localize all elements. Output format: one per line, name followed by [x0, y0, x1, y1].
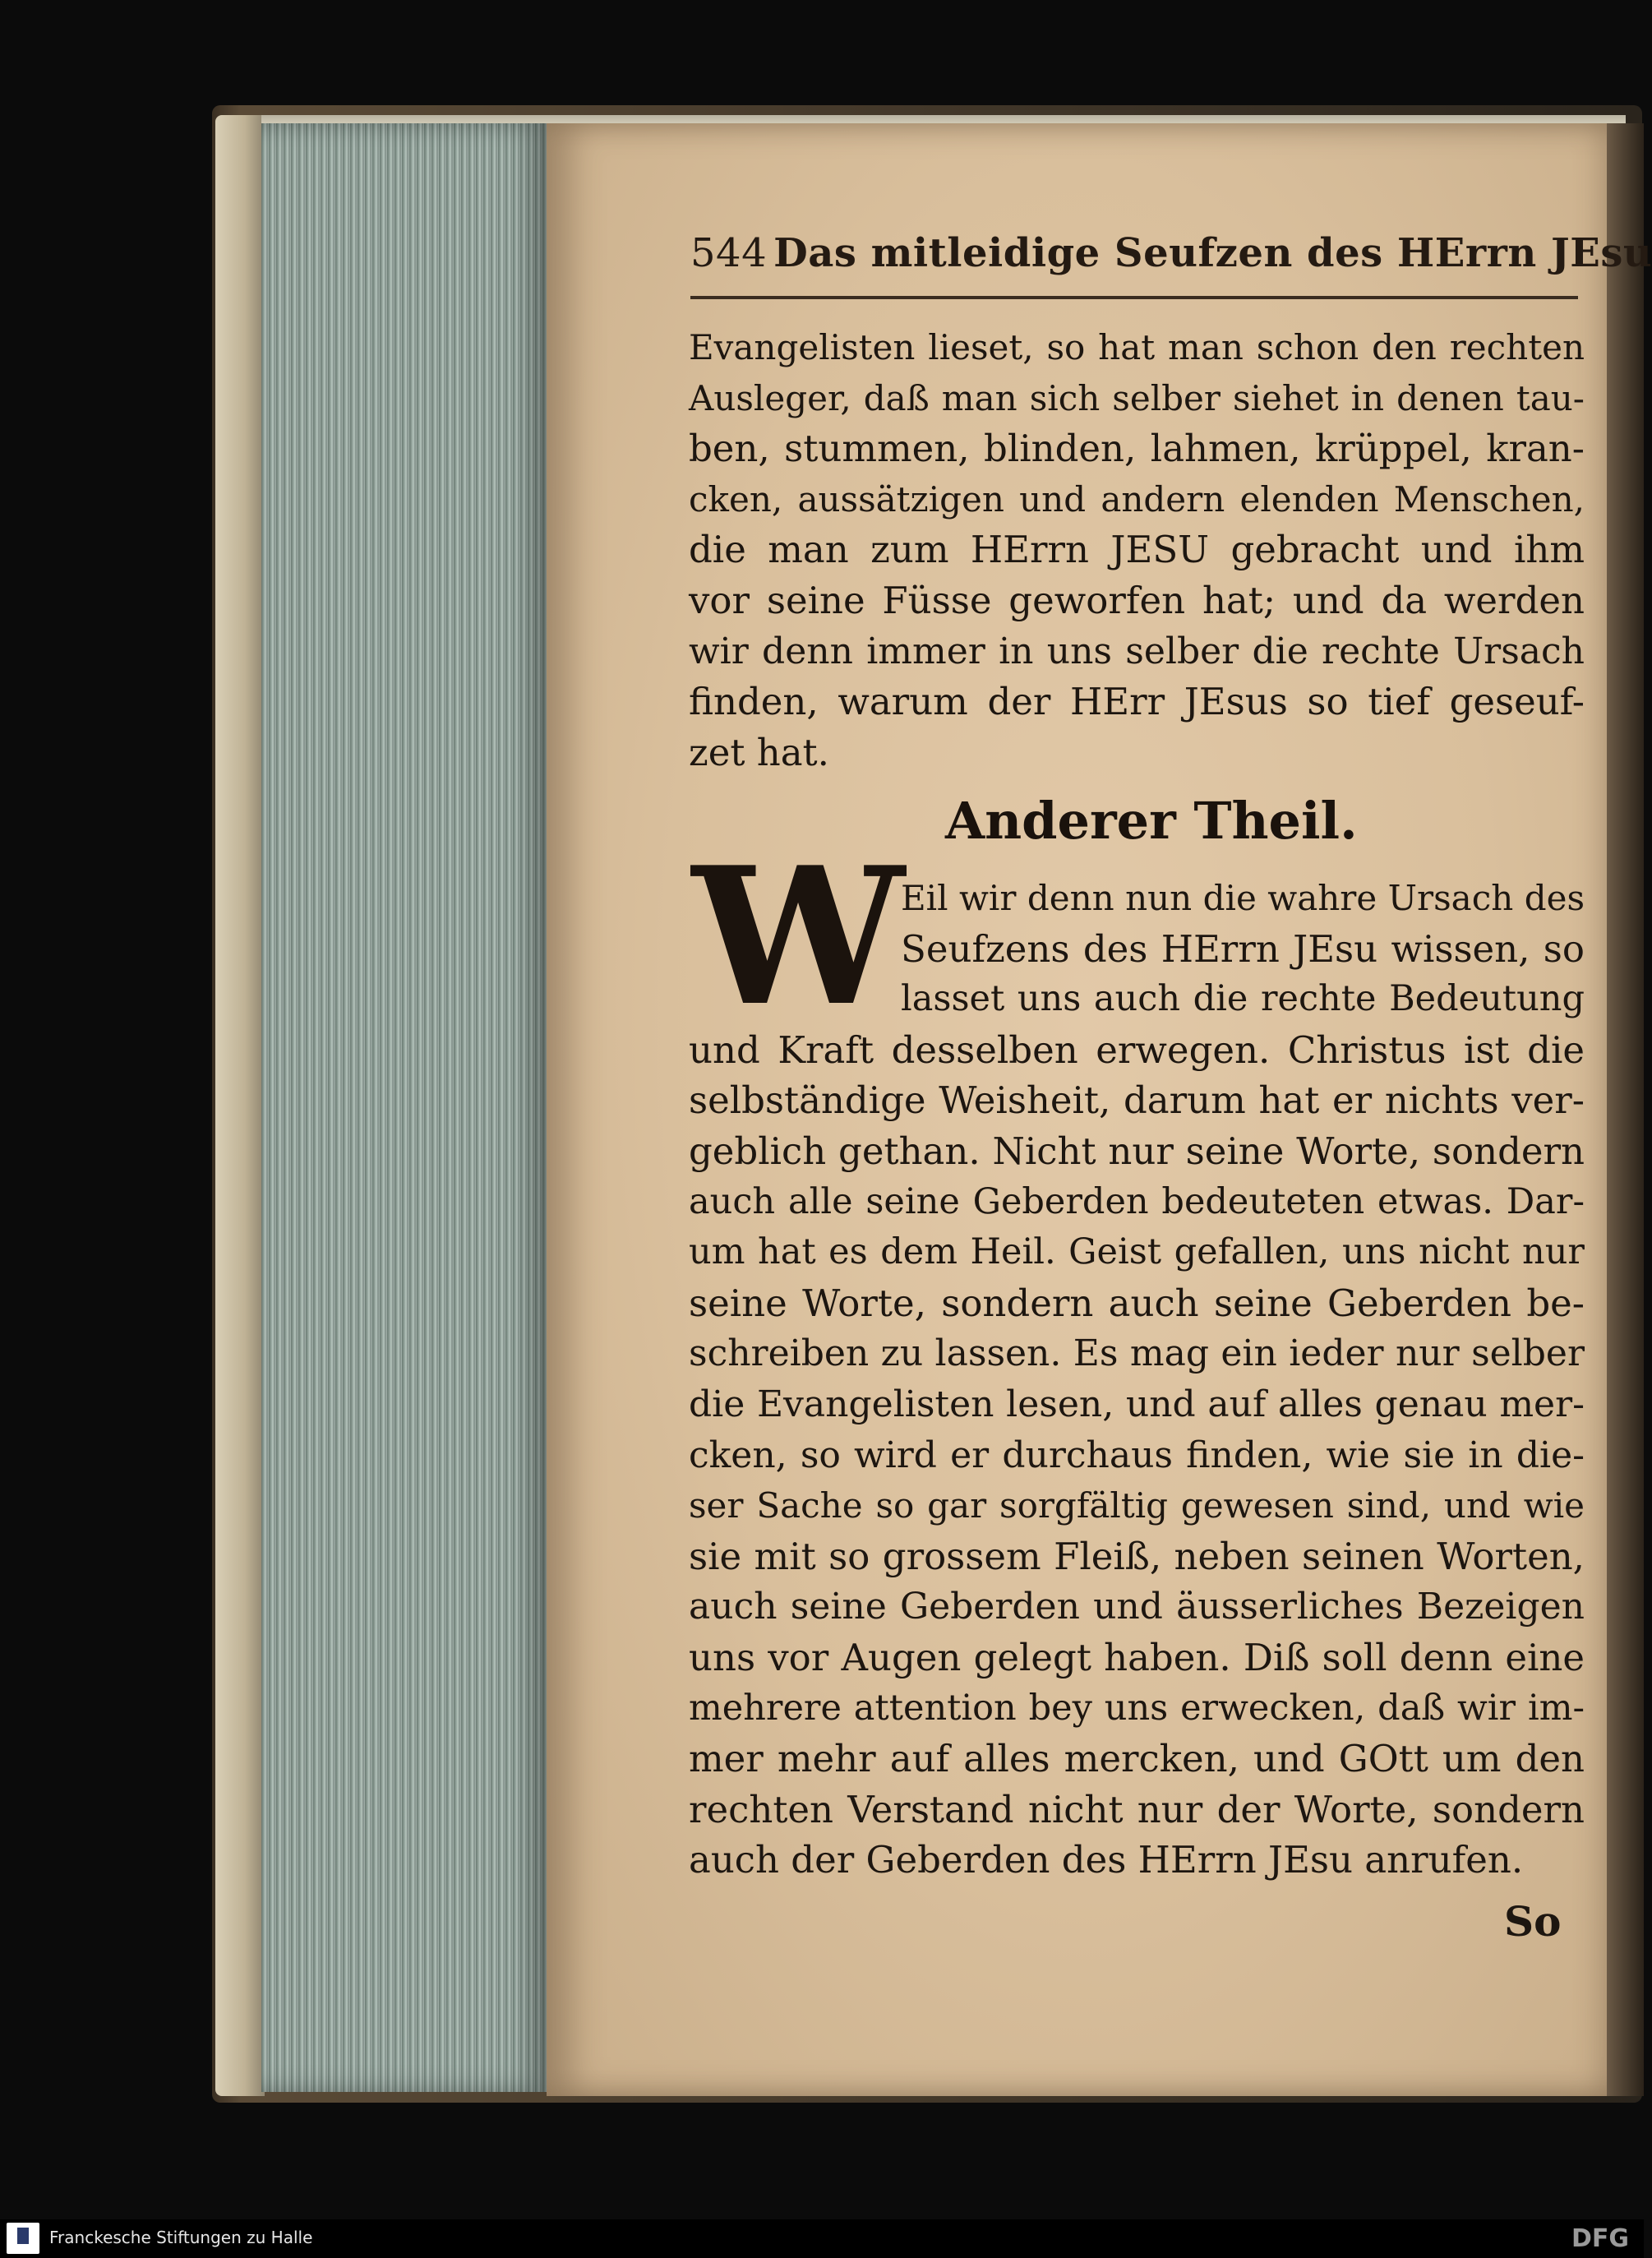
running-head	[690, 230, 1652, 276]
header-rule	[690, 296, 1578, 299]
text-line: uns vor Augen gelegt haben. Diß soll denn eine	[689, 1635, 1585, 1679]
running-head-title: Das mitleidige Seufzen des HErrn JEsu	[773, 230, 1652, 276]
catchword: So	[1504, 1897, 1562, 1946]
section-title: Anderer Theil.	[945, 791, 1358, 851]
text-line: und Kraft desselben erwegen. Christus ist die	[689, 1027, 1585, 1072]
text-line: ben, stummen, blinden, lahmen, krüppel, kran-	[689, 427, 1585, 471]
text-line: ser Sache so gar sorgfältig gewesen sind, und wie	[689, 1485, 1585, 1526]
text-line: zet hat.	[689, 730, 829, 774]
text-line: die Evangelisten lesen, und auf alles genau mer-	[689, 1383, 1585, 1425]
text-line: Evangelisten lieset, so hat man schon den rechten	[689, 327, 1585, 367]
text-line: selbständige Weisheit, darum hat er nichts ver-	[689, 1078, 1585, 1123]
institution-name: Franckesche Stiftungen zu Halle	[49, 2228, 313, 2247]
text-line: cken, aussätzigen und andern elenden Menschen,	[689, 478, 1585, 519]
text-line: rechten Verstand nicht nur der Worte, sondern	[689, 1787, 1585, 1831]
text-line: cken, so wird er durchaus finden, wie sie in die-	[689, 1434, 1585, 1476]
text-line: seine Worte, sondern auch seine Geberden be-	[689, 1281, 1585, 1325]
text-line: mehrere attention bey uns erwecken, daß wir im-	[689, 1687, 1585, 1729]
text-line: lasset uns auch die rechte Bedeutung	[901, 978, 1585, 1020]
text-line: auch seine Geberden und äusserliches Bezeigen	[689, 1586, 1585, 1628]
paragraph-1	[689, 322, 1585, 778]
text-line: Eil wir denn nun die wahre Ursach des	[901, 878, 1585, 918]
text-line: schreiben zu lassen. Es mag ein ieder nur selber	[689, 1332, 1585, 1375]
text-line: geblich gethan. Nicht nur seine Worte, sondern	[689, 1129, 1585, 1173]
cover-edge	[215, 115, 265, 2096]
viewer-footer	[0, 2219, 1644, 2258]
text-line: auch alle seine Geberden bedeuteten etwas. Dar-	[689, 1180, 1585, 1222]
paragraph-2	[689, 873, 1585, 1886]
text-line: sie mit so grossem Fleiß, neben seinen Worten,	[689, 1534, 1585, 1578]
text-line: um hat es dem Heil. Geist gefallen, uns nicht nur	[689, 1231, 1585, 1273]
text-line: die man zum HErrn JESU gebracht und ihm	[689, 528, 1585, 572]
gutter-shadow	[1607, 123, 1644, 2096]
page-stack	[261, 123, 549, 2092]
text-line: vor seine Füsse geworfen hat; und da werden	[689, 578, 1585, 622]
institution-logo	[7, 2223, 39, 2254]
text-line: wir denn immer in uns selber die rechte Ursach	[689, 630, 1585, 672]
text-line: mer mehr auf alles mercken, und GOtt um den	[689, 1737, 1585, 1781]
text-line: Ausleger, daß man sich selber siehet in denen tau-	[689, 377, 1585, 418]
drop-cap: W	[692, 826, 905, 1048]
text-line: finden, warum der HErr JEsus so tief geseuf-	[689, 680, 1585, 724]
page-number: 544	[690, 230, 768, 276]
text-line: Seufzens des HErrn JEsu wissen, so	[901, 926, 1585, 971]
text-line: auch der Geberden des HErrn JEsu anrufen.	[689, 1838, 1524, 1882]
dfg-logo: DFG	[1571, 2224, 1629, 2253]
